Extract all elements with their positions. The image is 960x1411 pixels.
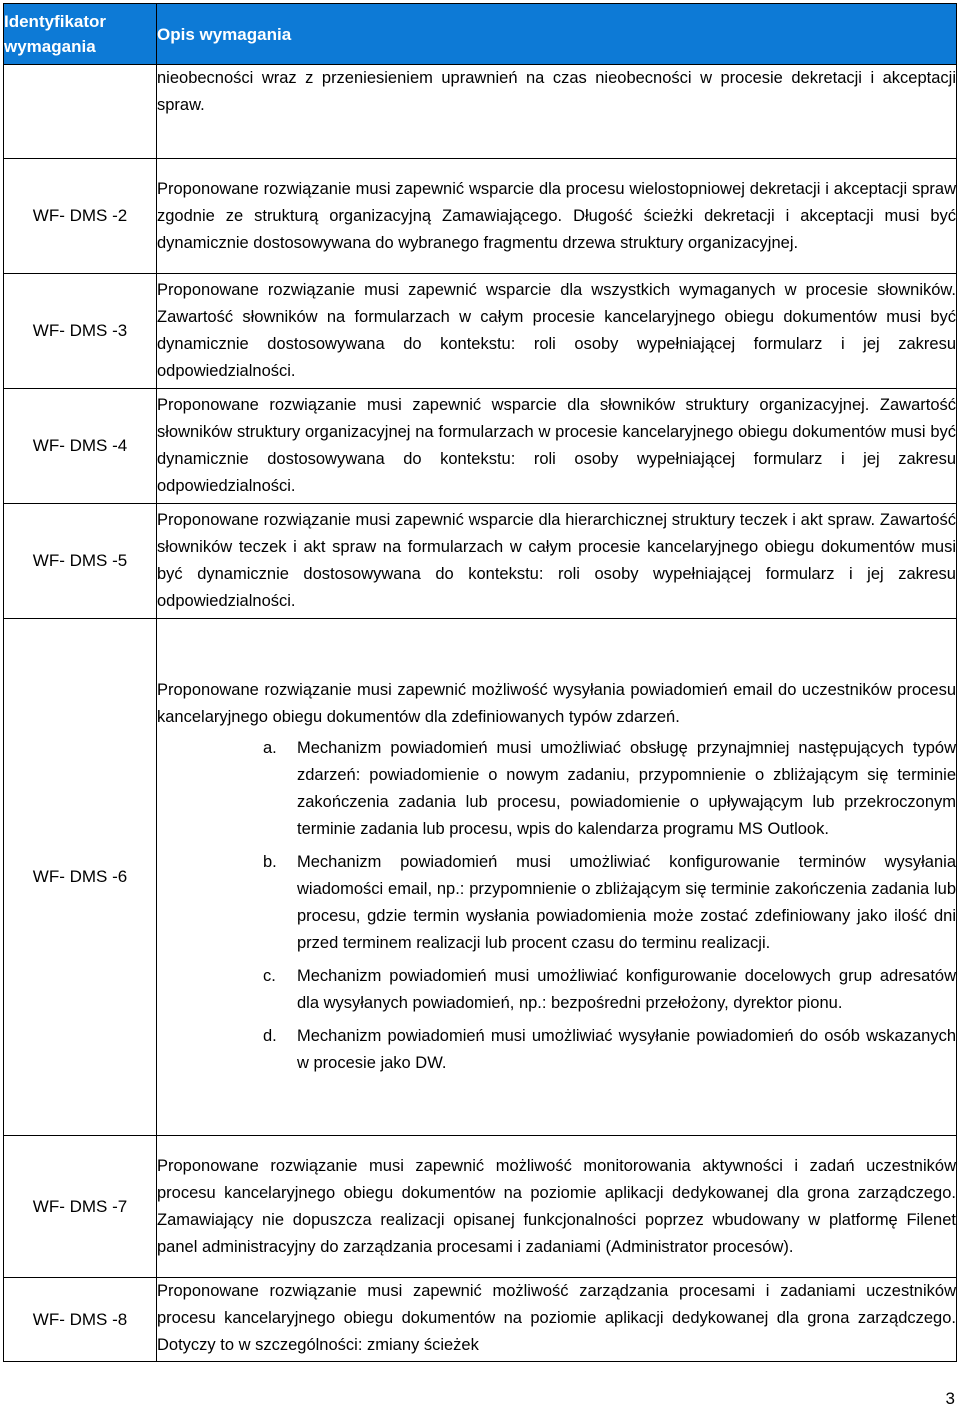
requirement-description: [157, 1136, 957, 1278]
list-item-text: Mechanizm powiadomień musi umożliwiać konfigurowanie terminów wysyłania wiadomości email, np.: przypomnienie o zbliżającym się terminie zakończenia zadania lub procesu, gdzie termin wysłania powiadomienia może zostać zdefiniowany jako ilość dni przed terminem realizacji lub procent czasu do terminu realizacji.: [297, 853, 956, 952]
list-item: [157, 963, 956, 1017]
list-item-text: Mechanizm powiadomień musi umożliwiać obsługę przynajmniej następujących typów zdarzeń: powiadomienie o nowym zadaniu, przypomnienie o zbliżającym się terminie zakończenia zadania lub procesu, powiadomienie o upływającym lub przekroczonym terminie zadania lub procesu, wpis do kalendarza programu MS Outlook.: [297, 739, 956, 838]
page-number: 3: [945, 1389, 955, 1408]
requirement-description: [157, 504, 957, 619]
requirement-description: [157, 389, 957, 504]
requirement-id: WF- DMS -7: [4, 1136, 157, 1278]
list-item-text: Mechanizm powiadomień musi umożliwiać wysyłanie powiadomień do osób wskazanych w procesie jako DW.: [297, 1027, 956, 1072]
description-text: Proponowane rozwiązanie musi zapewnić możliwość wysyłania powiadomień email do uczestników procesu kancelaryjnego obiegu dokumentów dla zdefiniowanych typów zdarzeń.: [157, 681, 956, 726]
table-row: [4, 159, 957, 274]
requirement-description: [157, 274, 957, 389]
description-text: Proponowane rozwiązanie musi zapewnić wsparcie dla hierarchicznej struktury teczek i akt spraw. Zawartość słowników teczek i akt spraw na formularzach w całym procesie kancelaryjnego obiegu dokumentów musi być dynamicznie dostosowywana do kontekstu: roli osoby wypełniającej formularz i jej zakresu odpowiedzialności.: [157, 511, 956, 610]
table-row: [4, 1136, 957, 1278]
description-text: Proponowane rozwiązanie musi zapewnić wsparcie dla wszystkich wymaganych w procesie słowników. Zawartość słowników na formularzach w całym procesie kancelaryjnego obiegu dokumentów musi być dynamicznie dostosowywana do kontekstu: roli osoby wypełniającej formularz i jej zakresu odpowiedzialności.: [157, 281, 956, 380]
requirement-description: [157, 619, 957, 1136]
table-row: [4, 504, 957, 619]
table-row: [4, 1278, 957, 1362]
list-item: [157, 849, 956, 957]
notification-mechanisms-list: [157, 735, 956, 1077]
list-item: [157, 1023, 956, 1077]
table-row: [4, 274, 957, 389]
list-item-text: Mechanizm powiadomień musi umożliwiać konfigurowanie docelowych grup adresatów dla wysyłanych powiadomień, np.: bezpośredni przełożony, dyrektor pionu.: [297, 967, 956, 1012]
requirement-id: WF- DMS -8: [4, 1278, 157, 1362]
table-row: [4, 619, 957, 1136]
requirement-id: WF- DMS -4: [4, 389, 157, 504]
table-row: [4, 65, 957, 159]
requirements-table: [3, 3, 957, 1362]
requirement-description: [157, 159, 957, 274]
requirement-id: WF- DMS -5: [4, 504, 157, 619]
table-header-row: [4, 4, 957, 65]
list-item: [157, 735, 956, 843]
requirement-id: WF- DMS -2: [4, 159, 157, 274]
header-id: Identyfikator wymagania: [4, 4, 157, 65]
requirement-description: [157, 1278, 957, 1362]
requirement-id: WF- DMS -3: [4, 274, 157, 389]
description-text: Proponowane rozwiązanie musi zapewnić możliwość monitorowania aktywności i zadań uczestników procesu kancelaryjnego obiegu dokumentów na poziomie aplikacji dedykowanej dla grona zarządczego. Zamawiający nie dopuszcza realizacji opisanej funkcjonalności poprzez wbudowany w platformę Filenet panel administracyjny do zarządzania procesami i zadaniami (Administrator procesów).: [157, 1156, 956, 1256]
list-marker: d.: [263, 1027, 277, 1045]
requirement-id: [4, 65, 157, 159]
list-marker: b.: [263, 853, 277, 871]
requirement-description: [157, 65, 957, 159]
description-text: Proponowane rozwiązanie musi zapewnić wsparcie dla słowników struktury organizacyjnej. Zawartość słowników struktury organizacyjnej na formularzach w procesie kancelaryjnego obiegu dokumentów musi być dynamicznie dostosowywana do kontekstu: roli osoby wypełniającej formularz i jej zakresu odpowiedzialności.: [157, 396, 956, 495]
description-text: Proponowane rozwiązanie musi zapewnić wsparcie dla procesu wielostopniowej dekretacji i akceptacji spraw zgodnie ze strukturą organizacyjną Zamawiającego. Długość ścieżki dekretacji i akceptacji musi być dynamicznie dostosowywana do wybranego fragmentu drzewa struktury organizacyjnej.: [157, 179, 956, 252]
list-marker: a.: [263, 739, 277, 757]
description-text: nieobecności wraz z przeniesieniem uprawnień na czas nieobecności w procesie dekretacji i akceptacji spraw.: [157, 69, 956, 114]
header-description: Opis wymagania: [157, 4, 957, 65]
requirement-id: WF- DMS -6: [4, 619, 157, 1136]
list-marker: c.: [263, 967, 276, 985]
table-row: [4, 389, 957, 504]
description-text: Proponowane rozwiązanie musi zapewnić możliwość zarządzania procesami i zadaniami uczestników procesu kancelaryjnego obiegu dokumentów na poziomie aplikacji dedykowanej dla grona zarządczego. Dotyczy to w szczególności: zmiany ścieżek: [157, 1282, 956, 1354]
